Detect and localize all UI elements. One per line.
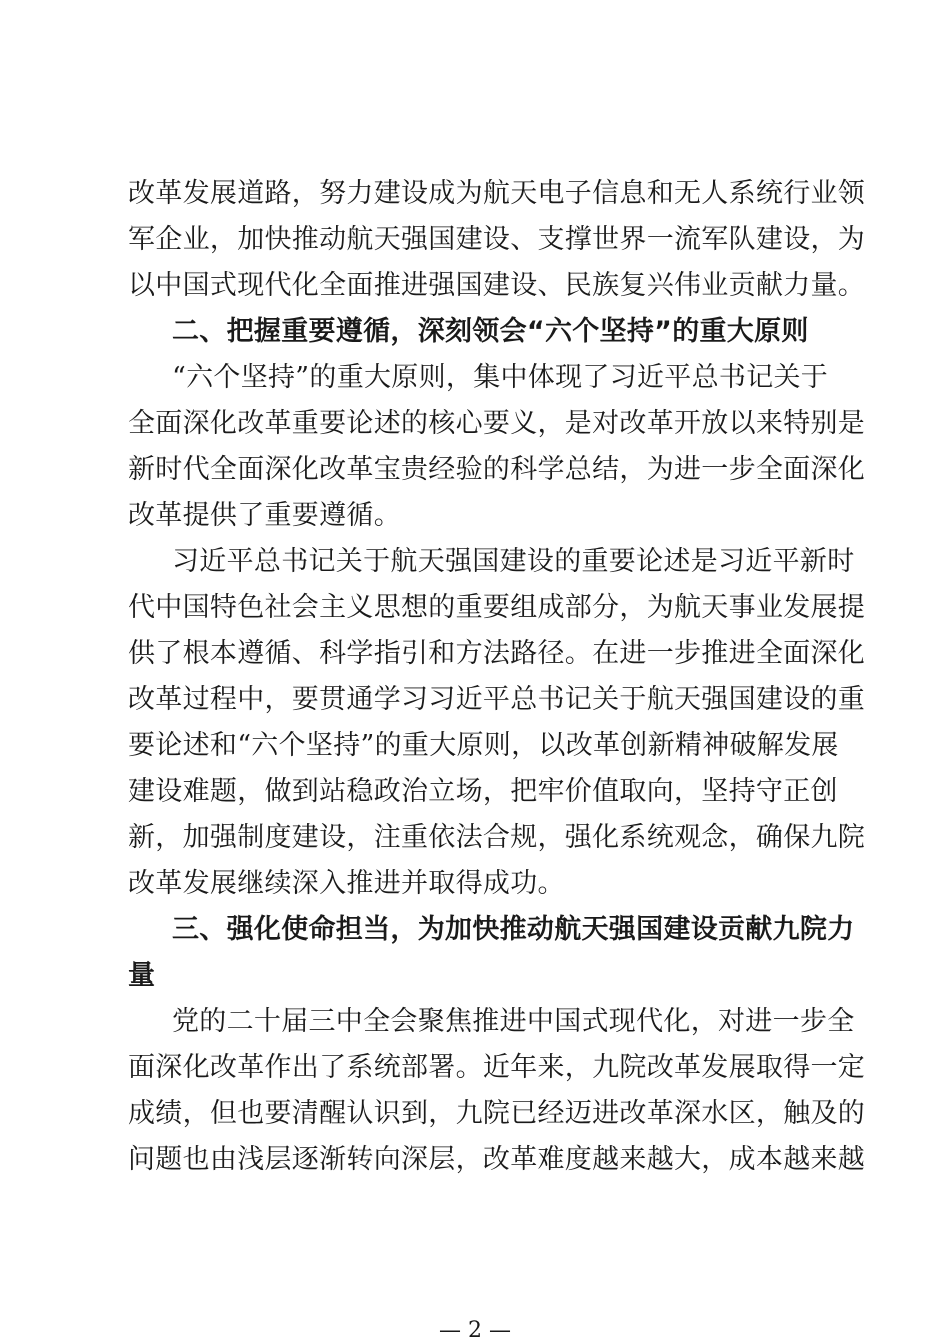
body-line: 习近平总书记关于航天强国建设的重要论述是习近平新时 [172, 546, 855, 577]
body-line: 改革发展继续深入推进并取得成功。 [128, 868, 565, 899]
body-line: 改革提供了重要遵循。 [128, 500, 401, 531]
body-line: 供了根本遵循、科学指引和方法路径。在进一步推进全面深化 [128, 638, 866, 669]
body-line: 改革发展道路，努力建设成为航天电子信息和无人系统行业领 [128, 178, 866, 209]
body-line: “六个坚持”的重大原则，集中体现了习近平总书记关于 [172, 362, 829, 393]
body-line: 代中国特色社会主义思想的重要组成部分，为航天事业发展提 [128, 592, 866, 623]
body-line: 新，加强制度建设，注重依法合规，强化系统观念，确保九院 [128, 822, 866, 853]
body-line: 问题也由浅层逐渐转向深层，改革难度越来越大，成本越来越 [128, 1144, 866, 1175]
body-line: 全面深化改革重要论述的核心要义，是对改革开放以来特别是 [128, 408, 866, 439]
body-line: 党的二十届三中全会聚焦推进中国式现代化，对进一步全 [172, 1006, 855, 1037]
body-line: 以中国式现代化全面推进强国建设、民族复兴伟业贡献力量。 [128, 270, 866, 301]
body-line: 成绩，但也要清醒认识到，九院已经迈进改革深水区，触及的 [128, 1098, 866, 1129]
section-heading-3-continued: 量 [128, 960, 156, 991]
section-heading-3: 三、强化使命担当，为加快推动航天强国建设贡献九院力 [172, 914, 855, 945]
section-heading-2: 二、把握重要遵循，深刻领会“六个坚持”的重大原则 [172, 316, 809, 347]
body-line: 要论述和“六个坚持”的重大原则，以改革创新精神破解发展 [128, 730, 839, 761]
body-line: 改革过程中，要贯通学习习近平总书记关于航天强国建设的重 [128, 684, 866, 715]
body-line: 建设难题，做到站稳政治立场，把牢价值取向，坚持守正创 [128, 776, 838, 807]
body-line: 新时代全面深化改革宝贵经验的科学总结，为进一步全面深化 [128, 454, 866, 485]
body-line: 面深化改革作出了系统部署。近年来，九院改革发展取得一定 [128, 1052, 866, 1083]
body-line: 军企业，加快推动航天强国建设、支撑世界一流军队建设，为 [128, 224, 866, 255]
page-number: — 2 — [439, 1318, 511, 1343]
